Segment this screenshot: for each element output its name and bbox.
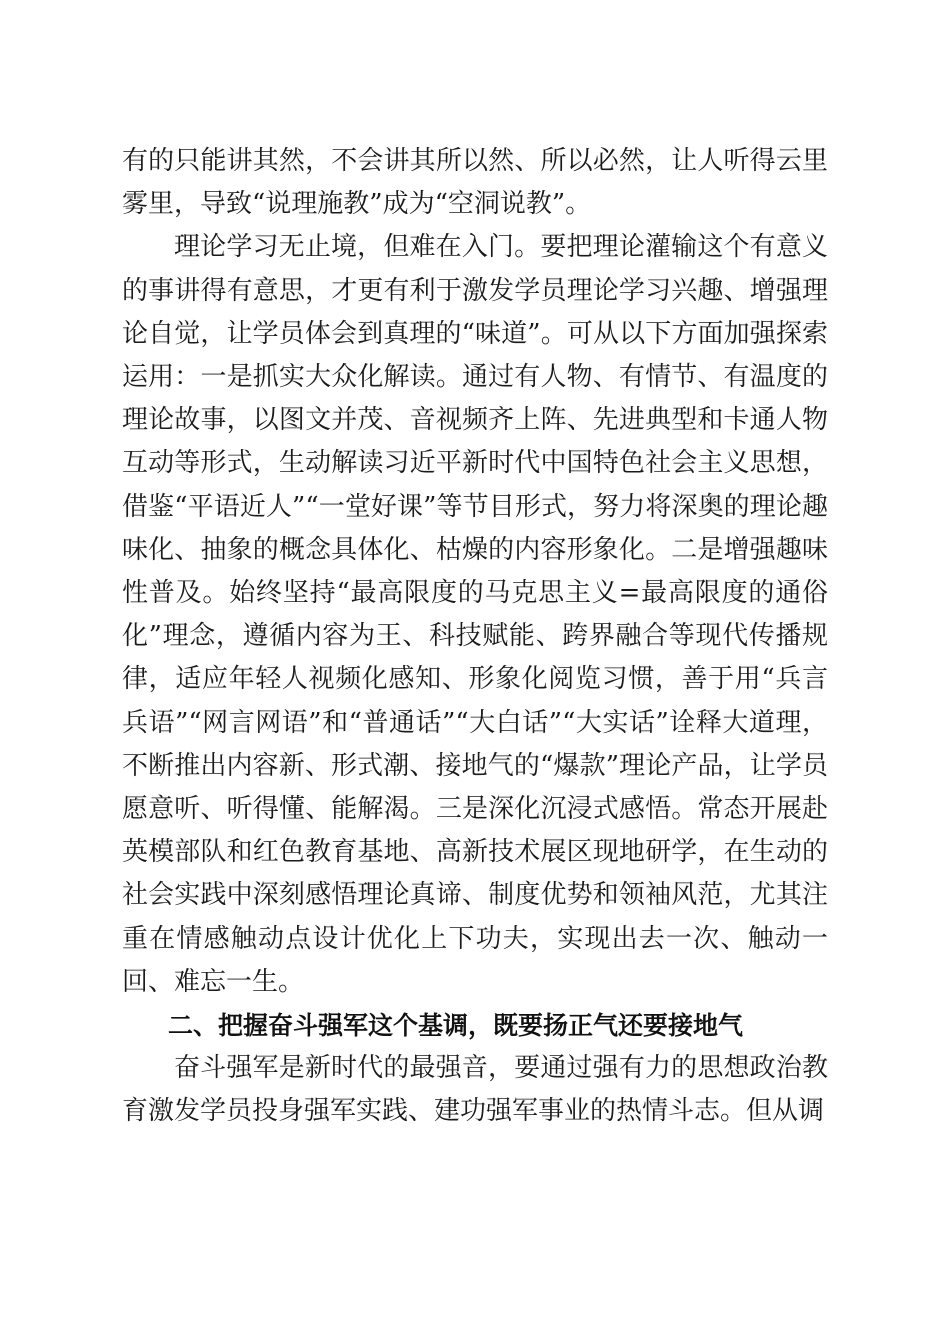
paragraph-continuation: 有的只能讲其然，不会讲其所以然、所以必然，让人听得云里雾里，导致“说理施教”成为“空洞说教”。 [122,146,828,220]
paragraph-striving: 奋斗强军是新时代的最强音，要通过强有力的思想政治教育激发学员投身强军实践、建功强军事业的热情斗志。但从调 [122,1053,828,1127]
section-heading: 二、把握奋斗强军这个基调，既要扬正气还要接地气 [168,1011,744,1041]
document-body [122,140,828,1134]
paragraph-theory-study: 理论学习无止境，但难在入门。要把理论灌输这个有意义的事讲得有意思，才更有利于激发学员理论学习兴趣、增强理论自觉，让学员体会到真理的“味道”。可从以下方面加强探索运用：一是抓实大众化解读。通过有人物、有情节、有温度的理论故事，以图文并茂、音视频齐上阵、先进典型和卡通人物互动等形式，生动解读习近平新时代中国特色社会主义思想，借鉴“平语近人”“一堂好课”等节目形式，努力将深奥的理论趣味化、抽象的概念具体化、枯燥的内容形象化。二是增强趣味性普及。始终坚持“最高限度的马克思主义=最高限度的通俗化”理念，遵循内容为王、科技赋能、跨界融合等现代传播规律，适应年轻人视频化感知、形象化阅览习惯，善于用“兵言兵语”“网言网语”和“普通话”“大白话”“大实话”诠释大道理，不断推出内容新、形式潮、接地气的“爆款”理论产品，让学员愿意听、听得懂、能解渴。三是深化沉浸式感悟。常态开展赴英模部队和红色教育基地、高新技术展区现地研学，在生动的社会实践中深刻感悟理论真谛、制度优势和领袖风范，尤其注重在情感触动点设计优化上下功夫，实现出去一次、触动一回、难忘一生。 [122,232,828,997]
